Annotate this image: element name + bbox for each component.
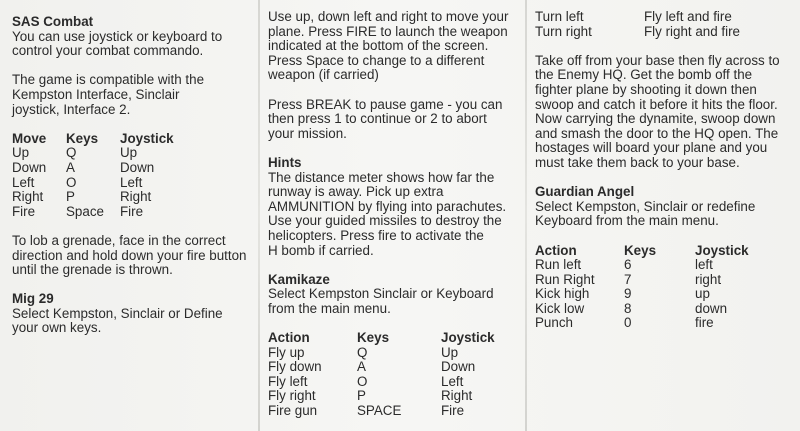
table-header: Keys [624, 242, 657, 258]
table-cell: up [695, 286, 710, 302]
table-cell: fire [695, 315, 714, 331]
kami-text-line: from the main menu. [268, 300, 391, 316]
kamikaze-title: Kamikaze [268, 271, 330, 287]
pause-line: then press 1 to continue or 2 to abort [268, 111, 487, 127]
table-cell: SPACE [357, 403, 402, 419]
table-cell: down [695, 300, 728, 316]
table-cell: Punch [535, 315, 573, 331]
table-row [535, 316, 749, 331]
kami-text-line: Select Kempston Sinclair or Keyboard [268, 286, 494, 302]
table-cell: Left [12, 174, 35, 190]
ga-text-line: Select Kempston, Sinclair or redefine [535, 198, 756, 214]
story-line: hostages will board your plane and you [535, 140, 768, 156]
table-row [535, 287, 749, 302]
table-row [268, 375, 495, 390]
turn-controls-table [535, 10, 740, 39]
hints-title: Hints [268, 154, 302, 170]
compat-line: The game is compatible with the [12, 72, 205, 88]
table-cell: Fly left and fire [644, 9, 732, 24]
column-1 [12, 15, 247, 336]
mig-text-line: your own keys. [12, 320, 102, 336]
hints-line: AMMUNITION by flying into parachutes. [268, 198, 507, 214]
table-cell: Turn right [535, 23, 592, 39]
table-cell: right [695, 271, 722, 287]
grenade-line: To lob a grenade, face in the correct [12, 232, 226, 248]
hints-line: H bomb if carried. [268, 242, 374, 258]
table-row [268, 404, 495, 419]
move-line: Press Space to change to a different [268, 52, 485, 68]
table-cell: Fire [12, 203, 36, 219]
table-row [12, 146, 174, 161]
table-row [12, 205, 174, 220]
sas-combat-title: SAS Combat [12, 14, 94, 29]
compat-line: joystick, Interface 2. [12, 101, 131, 117]
table-row [535, 273, 749, 288]
column-2 [268, 10, 508, 419]
table-row [535, 25, 740, 40]
compat-line: Kempston Interface, Sinclair [12, 86, 180, 102]
grenade-line: direction and hold down your fire button [12, 247, 247, 263]
table-header: Joystick [441, 330, 495, 346]
story-line: Take off from your base then fly across to [535, 52, 780, 68]
story-line: and smash the door to the HQ open. The [535, 125, 779, 141]
table-cell: 7 [624, 271, 632, 287]
table-cell: Q [66, 145, 77, 161]
hints-line: Use your guided missiles to destroy the [268, 213, 502, 229]
table-header-row [535, 244, 749, 259]
sas-intro-line: control your combat commando. [12, 43, 204, 59]
table-row [12, 190, 174, 205]
table-header: Move [12, 130, 47, 146]
table-cell: Left [120, 174, 143, 190]
table-cell: Run Right [535, 271, 595, 287]
move-line: Use up, down left and right to move your [268, 9, 509, 24]
table-cell: Down [441, 359, 476, 375]
column-3 [535, 10, 780, 331]
table-cell: Kick low [535, 300, 585, 316]
table-header: Joystick [695, 242, 749, 258]
hints-line: helicopters. Press fire to activate the [268, 227, 484, 243]
table-cell: Fly up [268, 344, 305, 360]
table-cell: Fly right [268, 388, 316, 404]
table-header-row [268, 331, 495, 346]
table-cell: Right [12, 189, 44, 205]
table-cell: Fire [120, 203, 144, 219]
story-line: fighter plane by shooting it down then [535, 81, 757, 97]
sas-intro-line: You can use joystick or keyboard to [12, 28, 223, 44]
table-header-row [12, 132, 174, 147]
pause-line: Press BREAK to pause game - you can [268, 96, 503, 112]
hints-line: runway is away. Pick up extra [268, 184, 444, 200]
table-cell: 6 [624, 257, 632, 273]
table-cell: Down [12, 159, 47, 175]
guardian-angel-title: Guardian Angel [535, 184, 635, 200]
guardian-controls-table [535, 244, 749, 332]
table-row [268, 389, 495, 404]
table-cell: Space [66, 203, 104, 219]
table-cell: Down [120, 159, 155, 175]
table-cell: Right [120, 189, 152, 205]
table-header: Joystick [120, 130, 174, 146]
table-cell: P [66, 189, 75, 205]
table-cell: left [695, 257, 713, 273]
mig29-title: Mig 29 [12, 291, 54, 307]
table-cell: O [357, 373, 368, 389]
fold-line-right [525, 0, 527, 431]
table-header: Keys [66, 130, 99, 146]
hints-line: The distance meter shows how far the [268, 169, 495, 185]
table-cell: Fire [441, 403, 465, 419]
table-cell: Up [120, 145, 138, 161]
table-row [12, 161, 174, 176]
move-line: weapon (if carried) [268, 67, 379, 83]
table-cell: Q [357, 344, 368, 360]
sas-controls-table [12, 132, 174, 220]
table-row [535, 10, 740, 25]
grenade-line: until the grenade is thrown. [12, 262, 173, 278]
story-line: the Enemy HQ. Get the bomb off the [535, 67, 753, 83]
table-cell: 0 [624, 315, 632, 331]
table-cell: Fly down [268, 359, 322, 375]
table-header: Keys [357, 330, 390, 346]
table-header: Action [535, 242, 577, 258]
table-header: Action [268, 330, 310, 346]
table-cell: Kick high [535, 286, 590, 302]
table-cell: P [357, 388, 366, 404]
table-cell: Fly left [268, 373, 308, 389]
story-line: swoop and catch it before it hits the floor. [535, 96, 778, 112]
table-row [535, 302, 749, 317]
fold-line-left [258, 0, 260, 431]
table-row [12, 176, 174, 191]
table-cell: Fire gun [268, 403, 318, 419]
table-row [268, 346, 495, 361]
table-cell: A [66, 159, 75, 175]
mig-text-line: Select Kempston, Sinclair or Define [12, 305, 223, 321]
table-cell: 9 [624, 286, 632, 302]
ga-text-line: Keyboard from the main menu. [535, 213, 719, 229]
pause-line: your mission. [268, 125, 347, 141]
table-cell: Fly right and fire [644, 23, 741, 39]
table-cell: Turn left [535, 9, 584, 24]
story-line: Now carrying the dynamite, swoop down [535, 111, 776, 127]
table-cell: Up [441, 344, 459, 360]
move-line: indicated at the bottom of the screen. [268, 38, 489, 54]
table-cell: Run left [535, 257, 582, 273]
table-row [268, 360, 495, 375]
table-cell: A [357, 359, 366, 375]
table-cell: O [66, 174, 77, 190]
table-cell: Up [12, 145, 30, 161]
table-cell: 8 [624, 300, 632, 316]
table-cell: Left [441, 373, 464, 389]
move-line: plane. Press FIRE to launch the weapon [268, 23, 508, 39]
table-cell: Right [441, 388, 473, 404]
story-line: must take them back to your base. [535, 154, 740, 170]
table-row [535, 258, 749, 273]
kamikaze-controls-table [268, 331, 495, 419]
